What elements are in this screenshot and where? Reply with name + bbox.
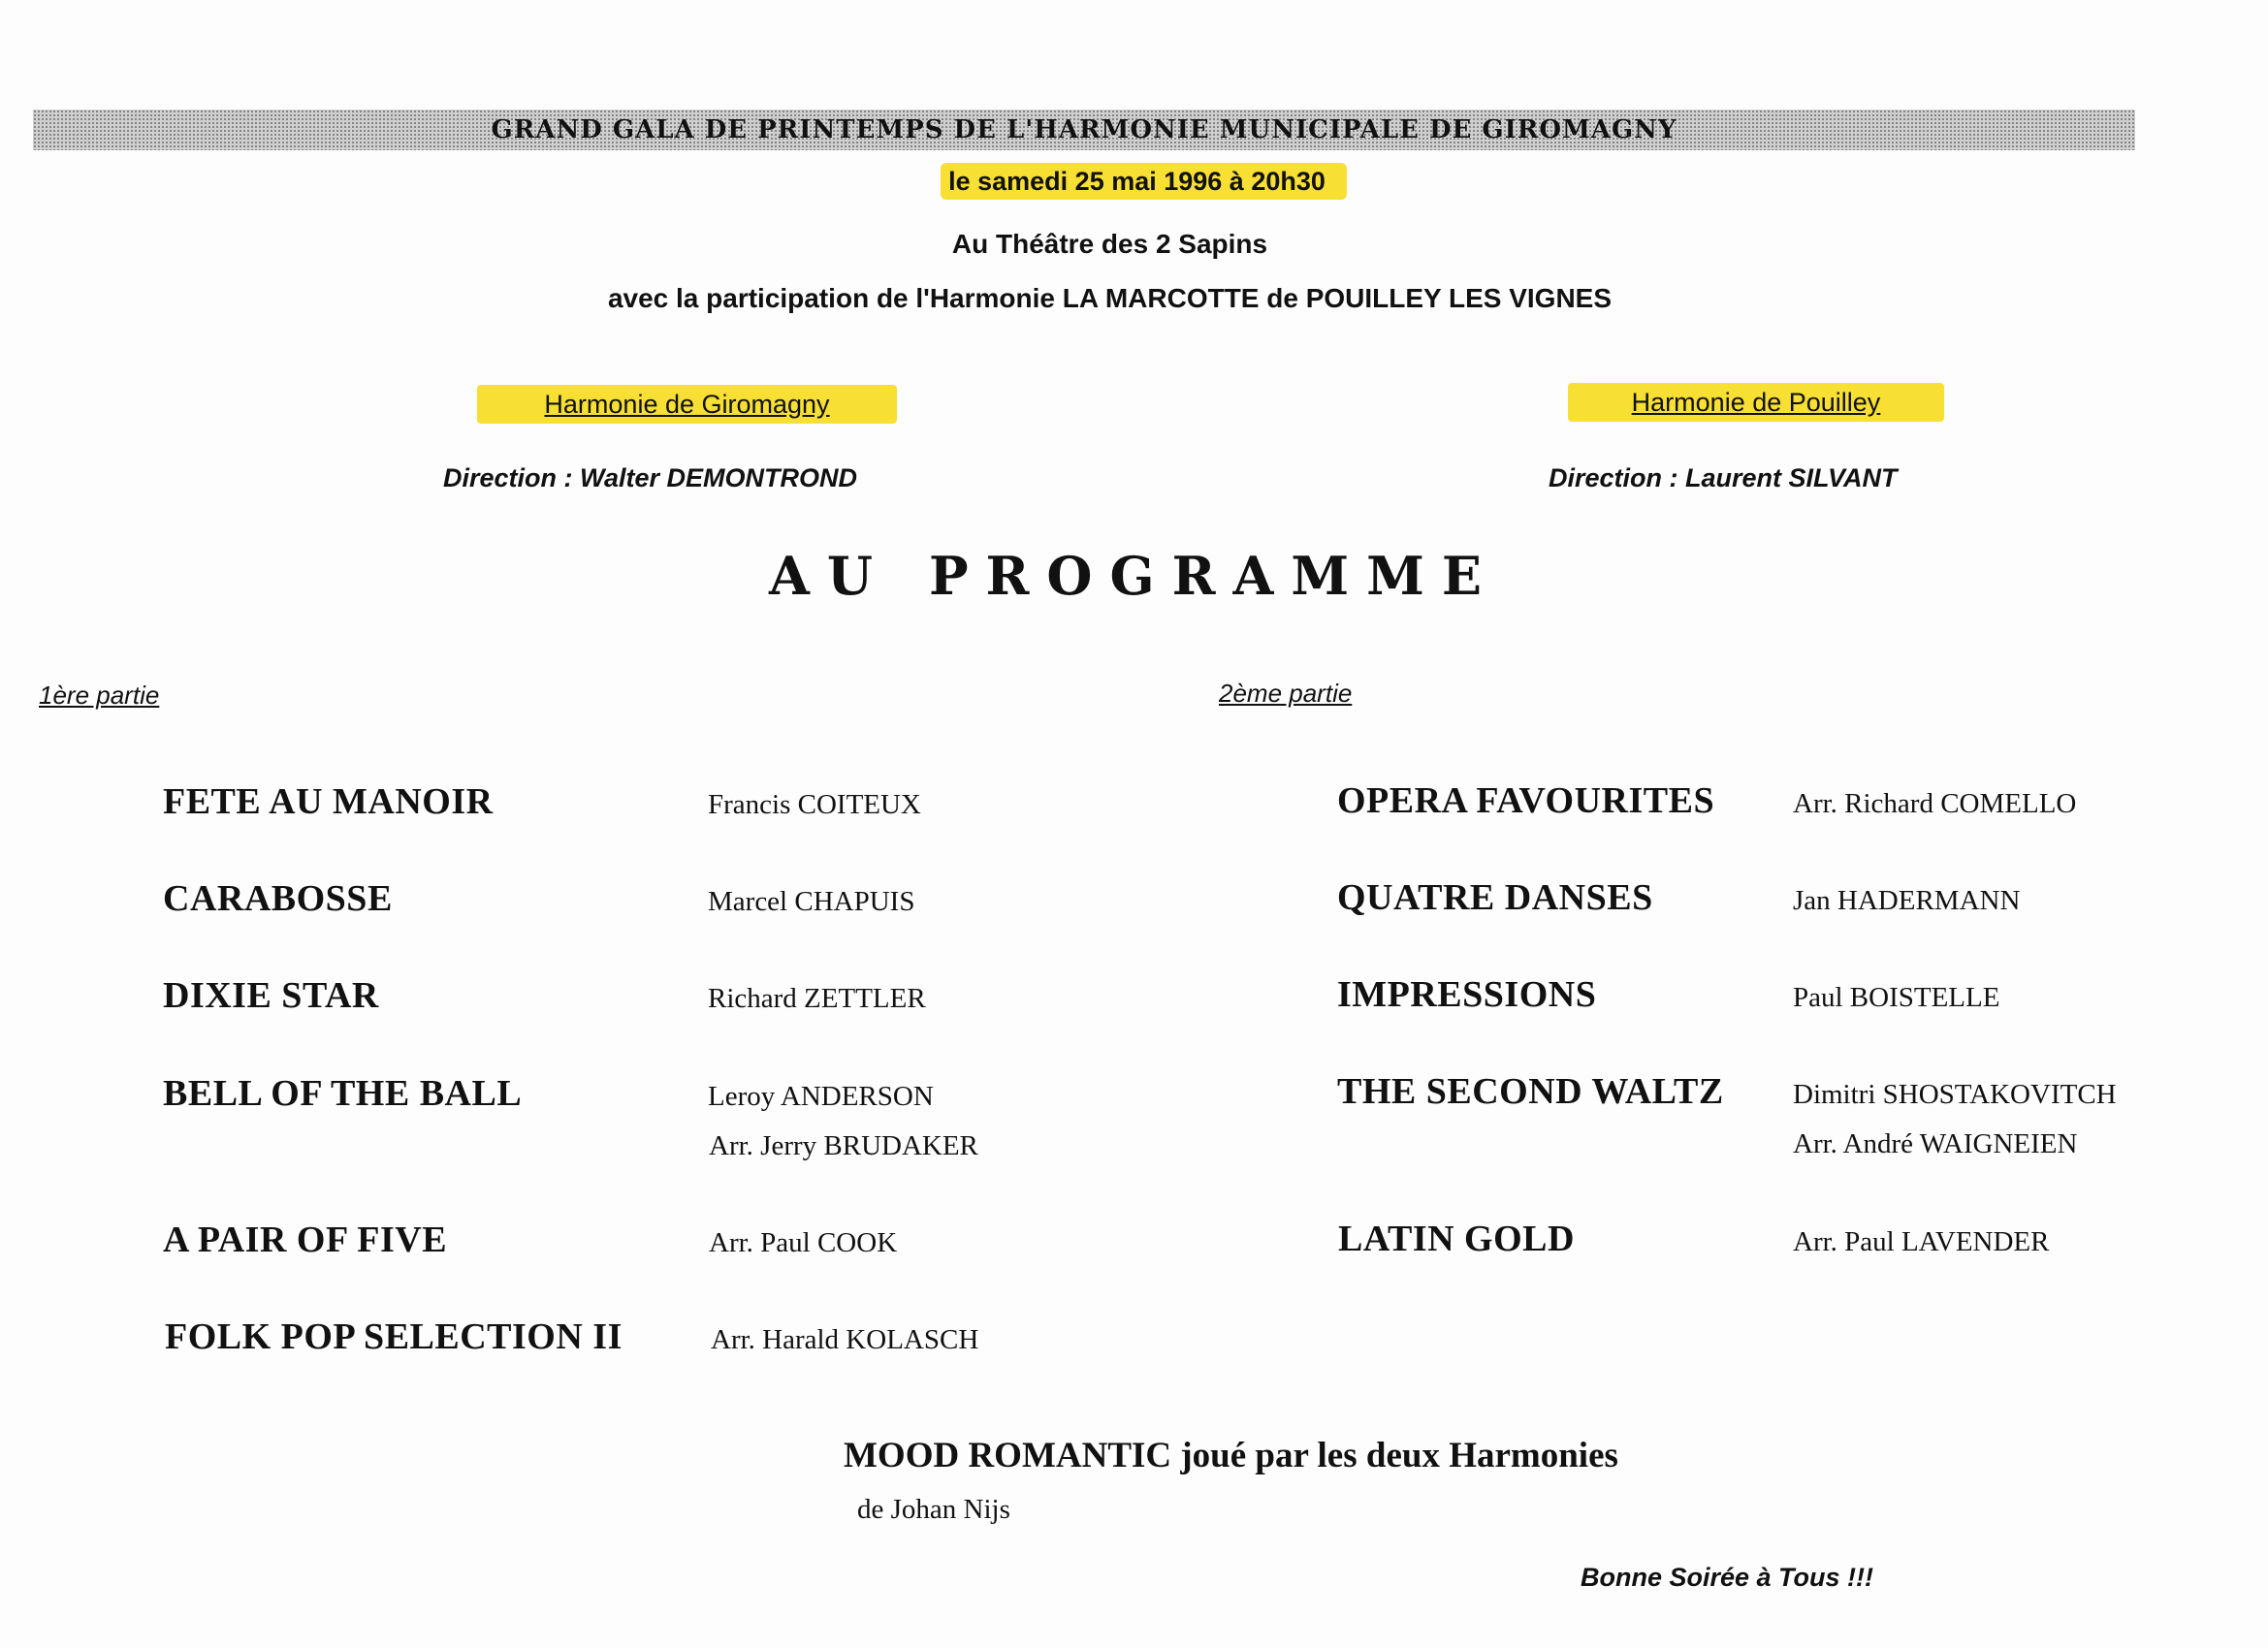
part2-piece-title: THE SECOND WALTZ [1337,1071,1724,1112]
banner-title: GRAND GALA DE PRINTEMPS DE L'HARMONIE MUNICIPALE DE GIROMAGNY [491,115,1677,144]
header-banner [33,110,2135,150]
part1-piece-composer: Leroy ANDERSON [708,1081,934,1112]
programme-title [0,545,2268,607]
orchestra-pouilley-highlight [1568,383,1944,422]
part2-piece-title: IMPRESSIONS [1337,974,1597,1015]
direction-giromagny: Direction : Walter DEMONTROND [443,463,858,492]
finale-composer: de Johan Nijs [857,1494,1010,1525]
part1-piece-composer: Marcel CHAPUIS [708,886,915,917]
part2-piece-composer: Dimitri SHOSTAKOVITCH [1793,1079,2117,1110]
part2-label: 2ème partie [1219,679,1353,708]
date-line: le samedi 25 mai 1996 à 20h30 [941,163,1347,200]
orchestra-giromagny-name: Harmonie de Giromagny [544,389,830,419]
part2-piece-arranger: Arr. André WAIGNEIEN [1793,1128,2078,1159]
part2-piece-composer: Arr. Richard COMELLO [1793,788,2077,819]
part1-piece-title: A PAIR OF FIVE [163,1220,448,1260]
part1-piece-title: FOLK POP SELECTION II [165,1316,623,1357]
part1-piece-composer: Richard ZETTLER [708,983,926,1014]
part2-piece-composer: Jan HADERMANN [1793,885,2021,916]
part1-piece-title: FETE AU MANOIR [163,781,494,822]
part1-piece-title: CARABOSSE [163,878,393,919]
part1-piece-title: DIXIE STAR [163,975,379,1016]
part2-piece-title: QUATRE DANSES [1337,877,1653,918]
venue-line: Au Théâtre des 2 Sapins [951,229,1268,259]
date-line-wrap [0,167,2268,197]
programme-title-word1: AU [768,545,890,607]
orchestra-pouilley-name: Harmonie de Pouilley [1631,387,1881,417]
part2-piece-title: OPERA FAVOURITES [1337,780,1715,821]
orchestra-giromagny-highlight [477,385,897,424]
programme-title-word2: PROGRAMME [928,545,1500,607]
part2-piece-title: LATIN GOLD [1338,1219,1575,1259]
part1-label: 1ère partie [39,681,160,710]
part2-piece-composer: Arr. Paul LAVENDER [1793,1226,2050,1257]
part2-piece-composer: Paul BOISTELLE [1793,982,2000,1013]
part1-piece-composer: Arr. Paul COOK [709,1227,898,1258]
finale-title: MOOD ROMANTIC joué par les deux Harmonies [844,1436,1618,1475]
part1-piece-title: BELL OF THE BALL [163,1073,523,1114]
participation-line: avec la participation de l'Harmonie LA MARCOTTE de POUILLEY LES VIGNES [607,283,1613,313]
closing-message: Bonne Soirée à Tous !!! [1581,1563,1874,1592]
part1-piece-arranger: Arr. Jerry BRUDAKER [709,1130,978,1161]
part1-piece-composer: Francis COITEUX [708,789,921,820]
direction-pouilley: Direction : Laurent SILVANT [1549,463,1898,492]
part1-piece-composer: Arr. Harald KOLASCH [711,1324,979,1355]
